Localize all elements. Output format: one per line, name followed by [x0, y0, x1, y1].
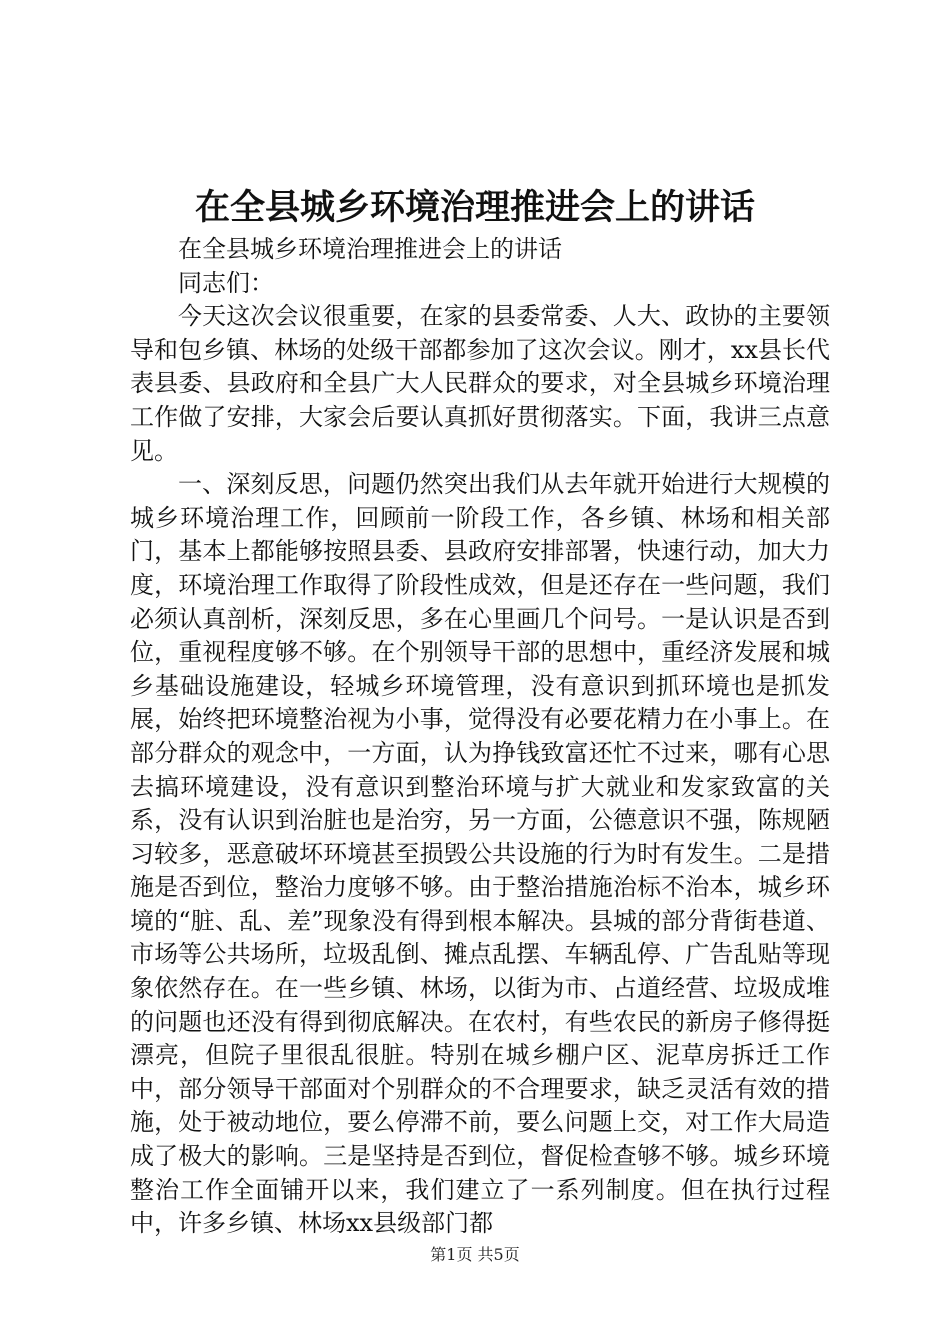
subtitle-paragraph: 在全县城乡环境治理推进会上的讲话 [178, 235, 562, 263]
document-title: 在全县城乡环境治理推进会上的讲话 [194, 187, 755, 228]
document-body [130, 233, 830, 1241]
salutation-paragraph: 同志们： [178, 268, 274, 297]
section-one-paragraph: 一、深刻反思，问题仍然突出我们从去年就开始进行大规模的城乡环境治理工作，回顾前一阶段工作，各乡镇、林场和相关部门，基本上都能够按照县委、县政府安排部署，快速行动，加大力度，环境治理工作取得了阶段性成效，但是还存在一些问题，我们必须认真剖析，深刻反思，多在心里画几个问号。一是认识是否到位，重视程度够不够。在个别领导干部的思想中，重经济发展和城乡基础设施建设，轻城乡环境管理，没有意识到抓环境也是抓发展，始终把环境整治视为小事，觉得没有必要花精力在小事上。在部分群众的观念中，一方面，认为挣钱致富还忙不过来，哪有心思去搞环境建设，没有意识到整治环境与扩大就业和发家致富的关系，没有认识到治脏也是治穷，另一方面，公德意识不强，陈规陋习较多，恶意破坏环境甚至损毁公共设施的行为时有发生。二是措施是否到位，整治力度够不够。由于整治措施治标不治本，城乡环境的“脏、乱、差”现象没有得到根本解决。县城的部分背街巷道、市场等公共场所，垃圾乱倒、摊点乱摆、车辆乱停、广告乱贴等现象依然存在。在一些乡镇、林场，以街为市、占道经营、垃圾成堆的问题也还没有得到彻底解决。在农村，有些农民的新房子修得挺漂亮，但院子里很乱很脏。特别在城乡棚户区、泥草房拆迁工作中，部分领导干部面对个别群众的不合理要求，缺乏灵活有效的措施，处于被动地位，要么停滞不前，要么问题上交，对工作大局造成了极大的影响。三是坚持是否到位，督促检查够不够。城乡环境整治工作全面铺开以来，我们建立了一系列制度。但在执行过程中，许多乡镇、林场xx县级部门都 [130, 470, 830, 1238]
intro-paragraph: 今天这次会议很重要，在家的县委常委、人大、政协的主要领导和包乡镇、林场的处级干部都参加了这次会议。刚才，xx县长代表县委、县政府和全县广大人民群众的要求，对全县城乡环境治理工作做了安排，大家会后要认真抓好贯彻落实。下面，我讲三点意见。 [130, 302, 830, 465]
page-footer: 第1页 共5页 [430, 1245, 520, 1264]
